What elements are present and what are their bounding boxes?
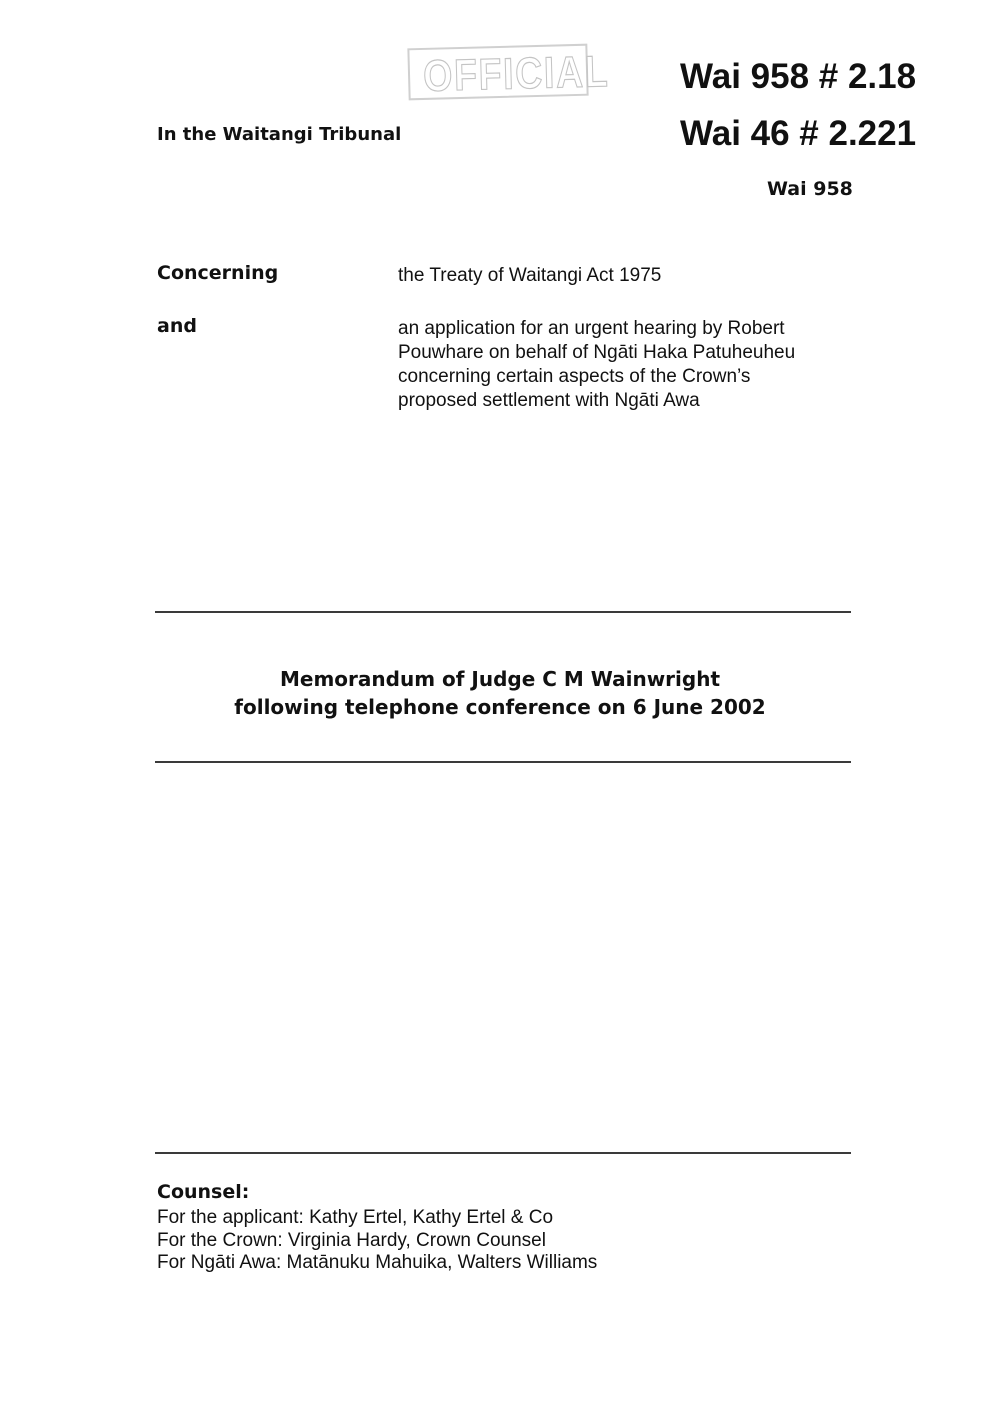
stamp-text: OFFICIAL: [422, 47, 610, 101]
divider-bottom: [155, 1152, 851, 1154]
memorandum-title-line: following telephone conference on 6 June 2002: [234, 695, 766, 719]
counsel-heading: Counsel:: [157, 1181, 250, 1203]
matter-text-line: an application for an urgent hearing by Robert: [398, 318, 785, 339]
file-number: Wai 958: [767, 178, 853, 200]
memorandum-title: [0, 665, 1000, 721]
official-stamp: [407, 44, 610, 101]
matter-text-and: [398, 317, 795, 413]
tribunal-name: In the Waitangi Tribunal: [157, 124, 402, 145]
memorandum-title-line: Memorandum of Judge C M Wainwright: [280, 667, 720, 691]
matter-text-concerning: the Treaty of Waitangi Act 1975: [398, 265, 662, 286]
document-reference-secondary: Wai 46 # 2.221: [680, 114, 917, 153]
divider-top: [155, 611, 851, 613]
counsel-applicant: For the applicant: Kathy Ertel, Kathy Ertel & Co: [157, 1207, 554, 1228]
matter-label-concerning: Concerning: [157, 262, 279, 284]
counsel-ngati-awa: For Ngāti Awa: Matānuku Mahuika, Walters Williams: [157, 1252, 598, 1273]
matter-text-line: proposed settlement with Ngāti Awa: [398, 390, 700, 411]
document-reference-primary: Wai 958 # 2.18: [680, 57, 917, 96]
matter-label-and: and: [157, 315, 197, 337]
divider-middle: [155, 761, 851, 763]
matter-text-line: concerning certain aspects of the Crown’s: [398, 366, 751, 387]
matter-text-line: Pouwhare on behalf of Ngāti Haka Patuheuheu: [398, 342, 796, 363]
counsel-crown: For the Crown: Virginia Hardy, Crown Counsel: [157, 1230, 546, 1251]
